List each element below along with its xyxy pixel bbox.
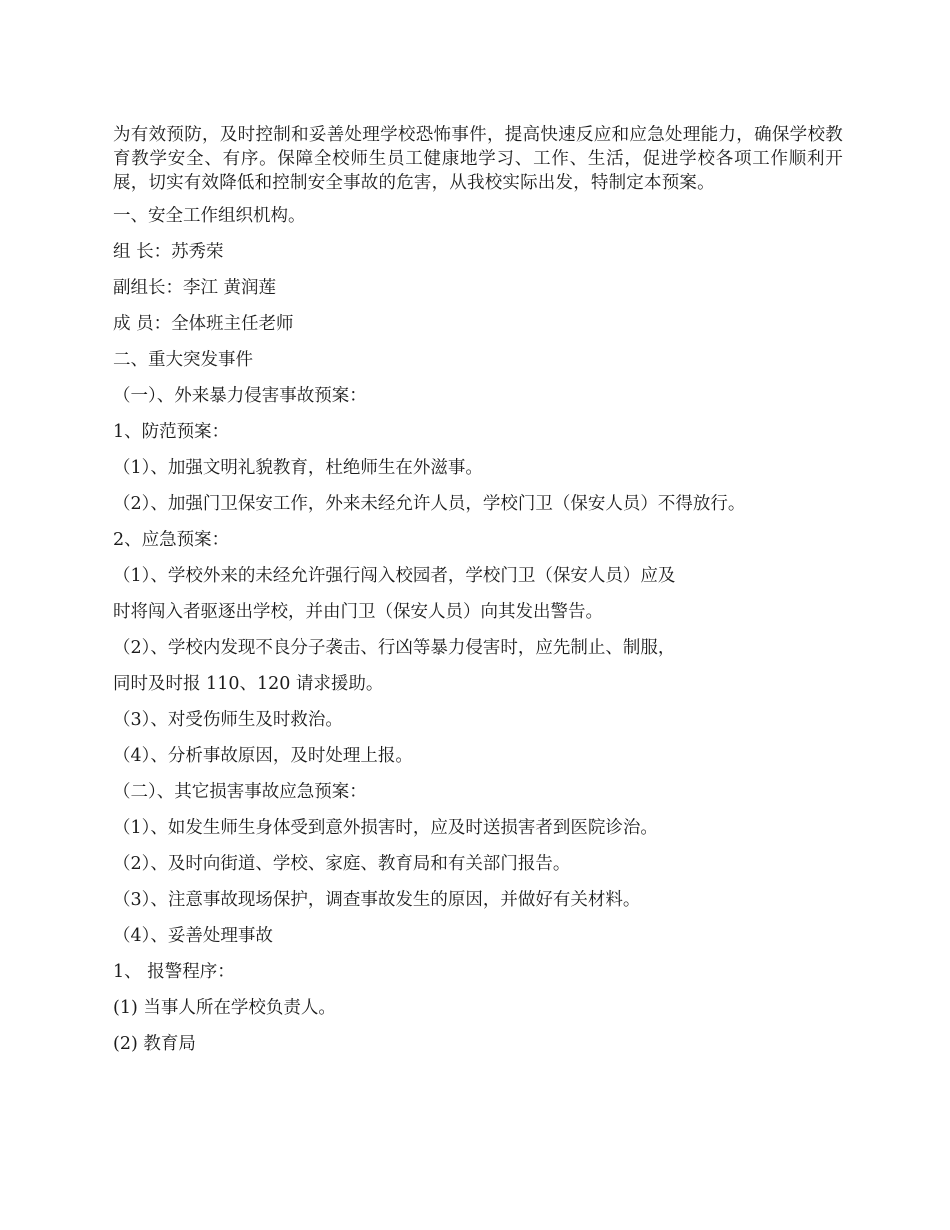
- list-item: （2）、及时向街道、学校、家庭、教育局和有关部门报告。: [113, 854, 571, 874]
- members-line: 成 员：全体班主任老师: [113, 314, 294, 334]
- list-item: （4）、妥善处理事故: [113, 926, 273, 946]
- list-item-continuation: 同时及时报 110、120 请求援助。: [113, 674, 384, 694]
- list-item: （3）、对受伤师生及时救治。: [113, 710, 343, 730]
- list-item: (2) 教育局: [113, 1034, 196, 1054]
- emergency-plan-heading: 2、应急预案：: [113, 530, 230, 550]
- list-item: （1）、加强文明礼貌教育，杜绝师生在外滋事。: [113, 458, 483, 478]
- list-item: (1) 当事人所在学校负责人。: [113, 998, 336, 1018]
- subsection-heading-violence: （一）、外来暴力侵害事故预案：: [113, 386, 367, 406]
- list-item: （2）、学校内发现不良分子袭击、行凶等暴力侵害时，应先制止、制服，: [113, 638, 676, 658]
- list-item: （2）、加强门卫保安工作，外来未经允许人员，学校门卫（保安人员）不得放行。: [113, 494, 746, 514]
- intro-paragraph: 为有效预防，及时控制和妥善处理学校恐怖事件，提高快速反应和应急处理能力，确保学校教育教学安全、有序。保障全校师生员工健康地学习、工作、生活，促进学校各项工作顺利开展，切实有效降低和控制安全事故的危害，从我校实际出发，特制定本预案。: [113, 125, 843, 193]
- deputy-leader-line: 副组长：李江 黄润莲: [113, 278, 277, 298]
- subsection-heading-other-damage: （二）、其它损害事故应急预案：: [113, 782, 367, 802]
- list-item: （3）、注意事故现场保护，调查事故发生的原因，并做好有关材料。: [113, 890, 641, 910]
- document-body: [113, 123, 843, 1056]
- leader-line: 组 长：苏秀荣: [113, 242, 224, 262]
- prevention-heading: 1、防范预案：: [113, 422, 230, 442]
- list-item-continuation: 时将闯入者驱逐出学校，并由门卫（保安人员）向其发出警告。: [113, 602, 603, 622]
- list-item: （4）、分析事故原因，及时处理上报。: [113, 746, 413, 766]
- list-item: （1）、学校外来的未经允许强行闯入校园者，学校门卫（保安人员）应及: [113, 566, 676, 586]
- section-heading-organization: 一、安全工作组织机构。: [113, 206, 306, 226]
- alarm-procedure-heading: 1、 报警程序：: [113, 962, 235, 982]
- section-heading-emergencies: 二、重大突发事件: [113, 350, 253, 370]
- list-item: （1）、如发生师生身体受到意外损害时，应及时送损害者到医院诊治。: [113, 818, 658, 838]
